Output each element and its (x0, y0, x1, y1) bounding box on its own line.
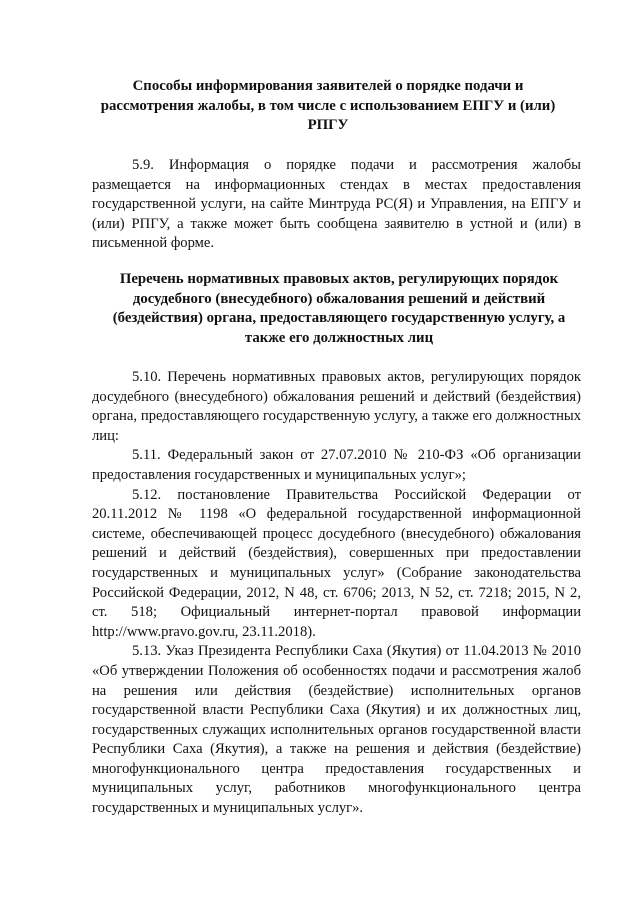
paragraph-5-10: 5.10. Перечень нормативных правовых актов, регулирующих порядок досудебного (внесудебного) обжалования решений и действий (бездействия) органа, предоставляющего государственную услугу, а также его должностных лиц: (92, 369, 581, 444)
paragraph-block-informing (92, 156, 581, 254)
heading-line: рассмотрения жалобы, в том числе с использованием ЕПГУ и (или) (100, 97, 556, 114)
heading-line: Перечень нормативных правовых актов, регулирующих порядок (119, 271, 559, 287)
heading-line: РПГУ (307, 117, 349, 134)
heading-line: также его должностных лиц (244, 329, 434, 346)
heading-line: (бездействия) органа, предоставляющего государственную услугу, а (112, 310, 566, 327)
paragraph-5-13: 5.13. Указ Президента Республики Саха (Якутия) от 11.04.2013 № 2010 «Об утверждении Положения об особенностях подачи и рассмотрения жалоб на решения или действия (бездействие) исполнительных органов государственной власти Республики Саха (Якутия) и их должностных лиц, государственных служащих исполнительных органов государственной власти Республики Саха (Якутия), а также на решения и действия (бездействие) многофункционального центра предоставления государственных и муниципальных услуг, работников многофункционального центра государственных и муниципальных услуг». (92, 643, 581, 817)
section-heading-legal-acts (94, 270, 584, 348)
paragraph-5-11: 5.11. Федеральный закон от 27.07.2010 № 210-ФЗ «Об организации предоставления государственных и муниципальных услуг»; (92, 447, 581, 483)
paragraph-5-9: 5.9. Информация о порядке подачи и рассмотрения жалобы размещается на информационных стендах в местах предоставления государственной услуги, на сайте Минтруда РС(Я) и Управления, на ЕПГУ и (или) РПГУ, а также может быть сообщена заявителю в устной и (или) в письменной форме. (92, 157, 581, 252)
section-heading-informing (88, 77, 568, 136)
heading-line: Способы информирования заявителей о порядке подачи и (132, 78, 524, 94)
paragraph-5-12: 5.12. постановление Правительства Российской Федерации от 20.11.2012 № 1198 «О федеральной государственной информационной системе, обеспечивающей процесс досудебного (внесудебного) обжалования решений и действий (бездействия), совершенных при предоставлении государственных и муниципальных услуг» (Собрание законодательства Российской Федерации, 2012, N 48, ст. 6706; 2013, N 52, ст. 7218; 2015, N 2, ст. 518; Официальный интернет-портал правовой информации http://www.pravo.gov.ru, 23.11.2018). (92, 486, 581, 640)
paragraph-block-legal-acts (92, 368, 581, 819)
heading-line: досудебного (внесудебного) обжалования решений и действий (132, 290, 546, 307)
